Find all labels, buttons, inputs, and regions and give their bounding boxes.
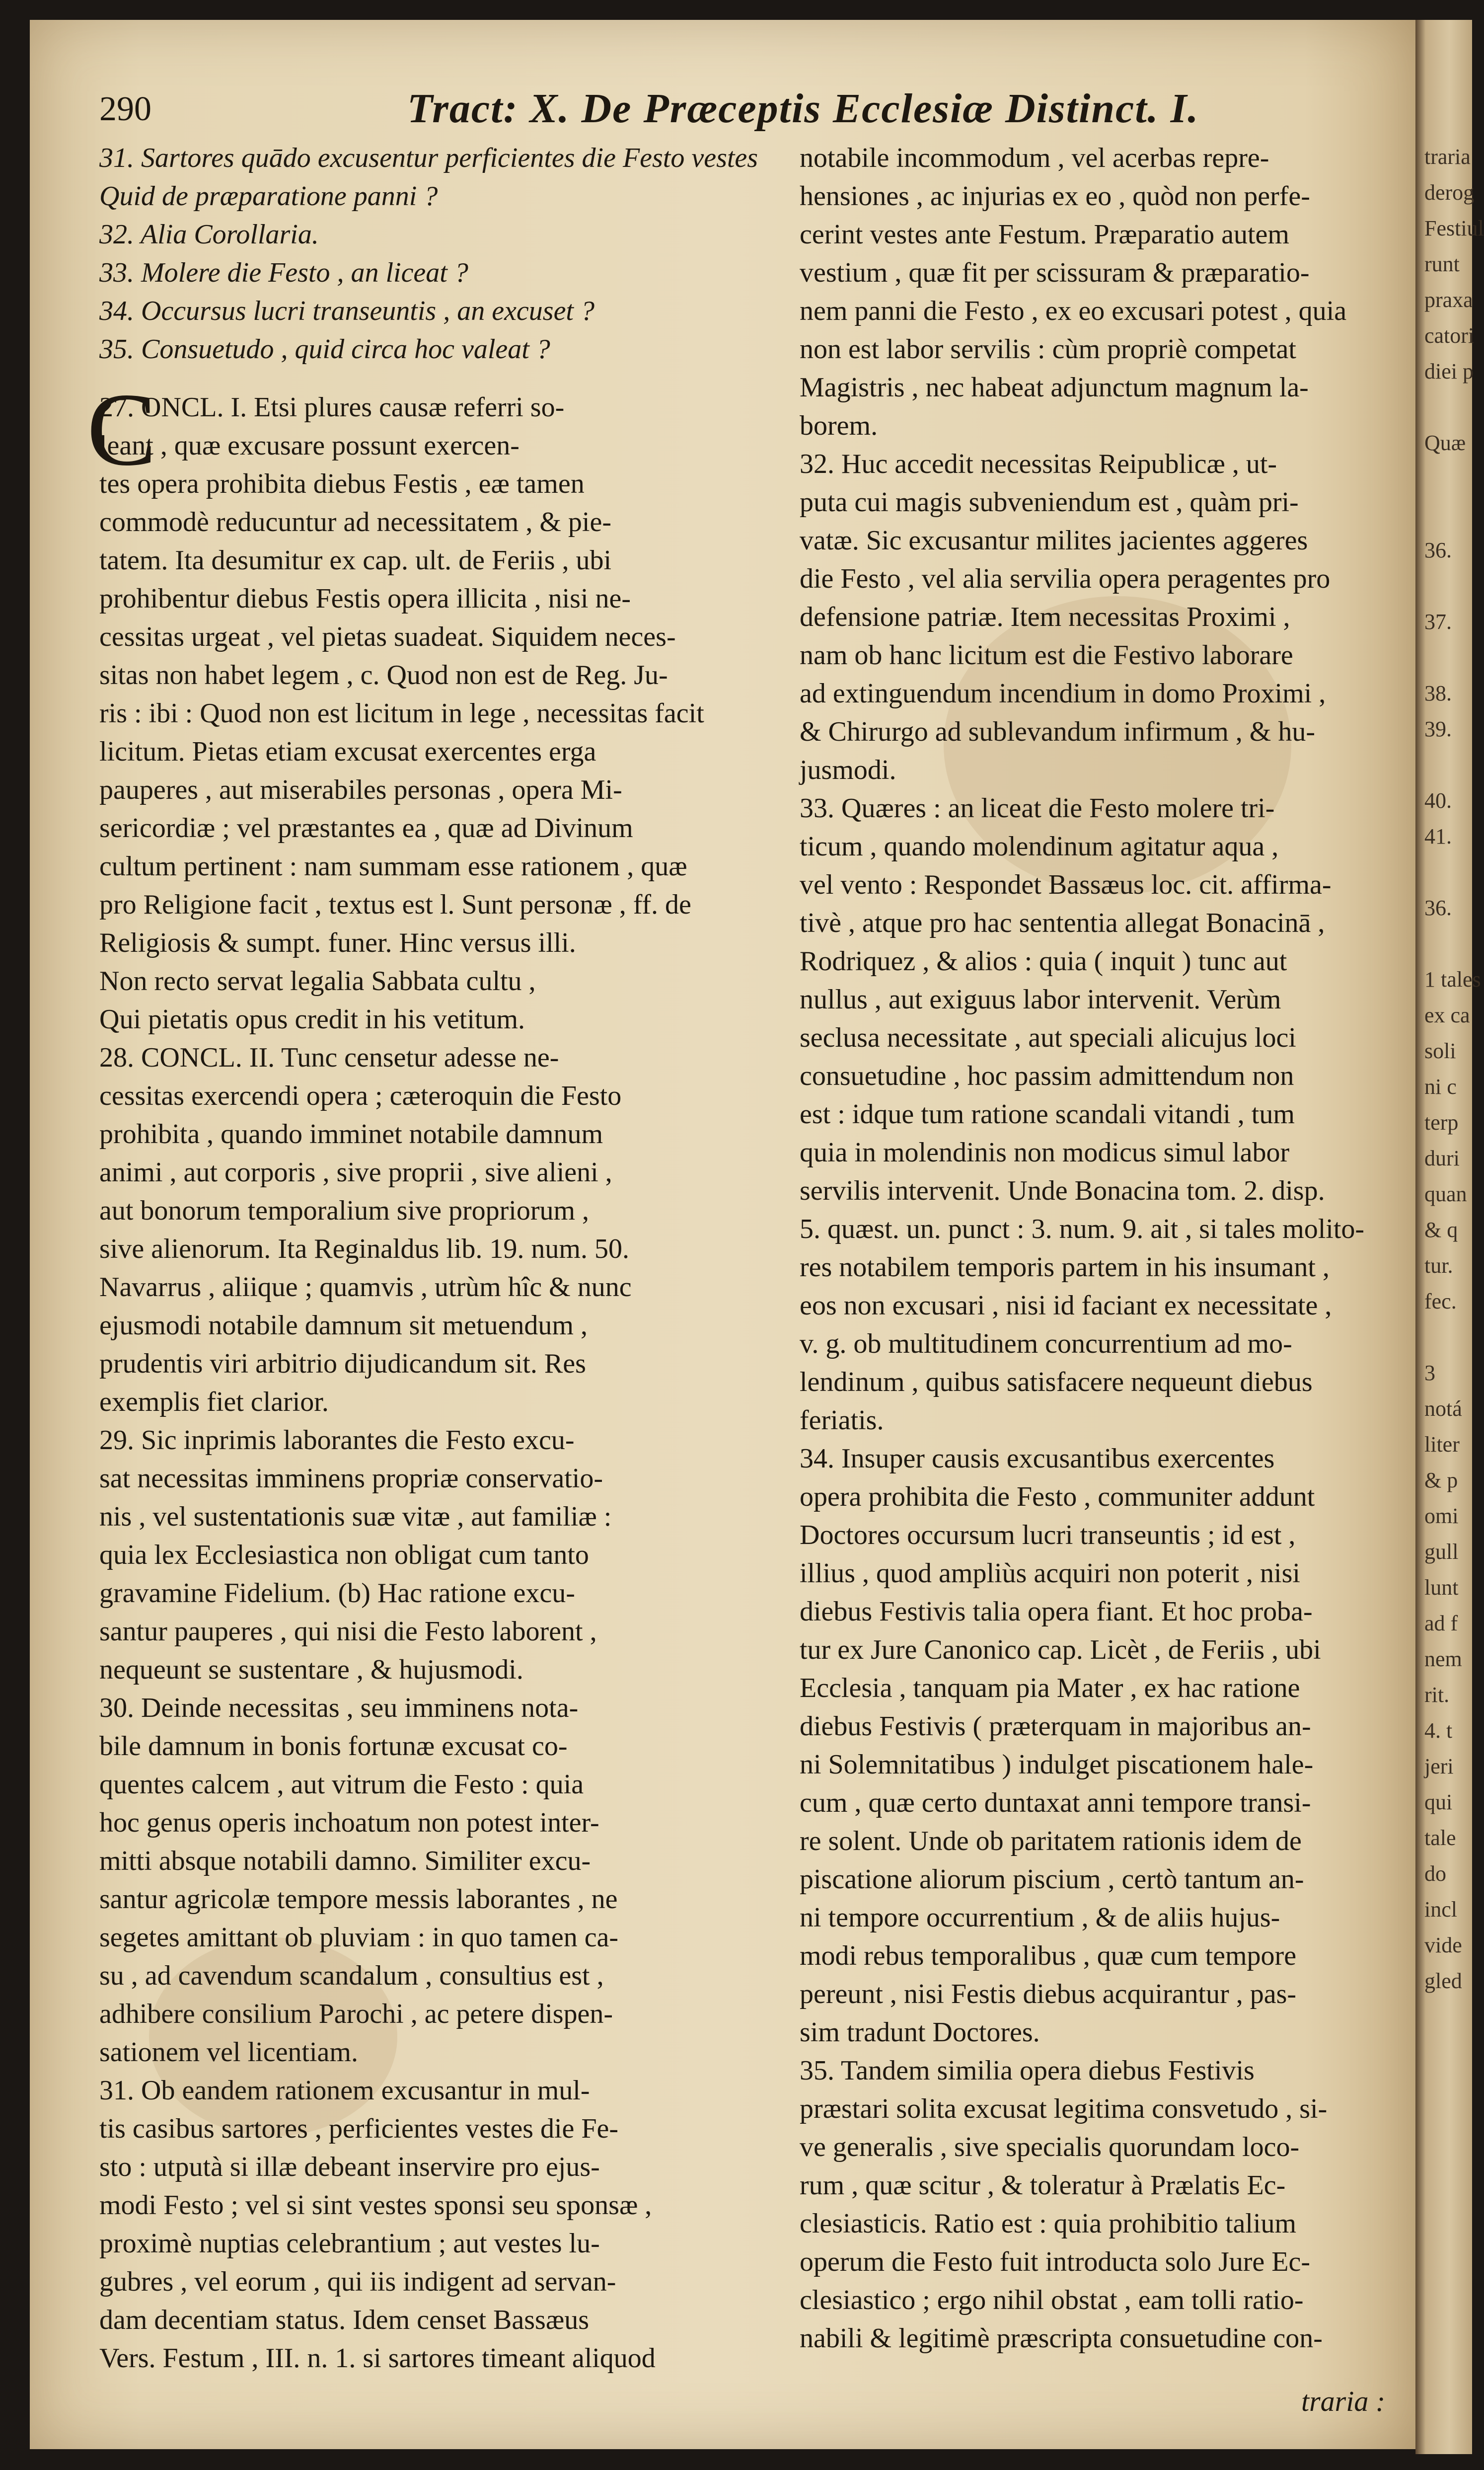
- text-line: nam ob hanc licitum est die Festivo laborare: [800, 640, 1293, 671]
- page-number: 290: [99, 90, 151, 128]
- edge-fragment: jeri: [1424, 1754, 1454, 1778]
- text-line: sive alienorum. Ita Reginaldus lib. 19. num. 50.: [99, 1234, 629, 1264]
- text-line: est : idque tum ratione scandali vitandi , tum: [800, 1099, 1295, 1130]
- text-line: rum , quæ scitur , & toleratur à Prælatis Ec-: [800, 2170, 1286, 2201]
- text-line: nequeunt se sustentare , & hujusmodi.: [99, 1654, 523, 1685]
- text-line: hensiones , ac injurias ex eo , quòd non perfe-: [800, 181, 1310, 212]
- edge-fragment: lunt: [1424, 1575, 1459, 1600]
- text-line: operum die Festo fuit introducta solo Jure Ec-: [800, 2246, 1310, 2277]
- text-line: prohibita , quando imminet notabile damnum: [99, 1119, 603, 1150]
- text-line: prudentis viri arbitrio dijudicandum sit. Res: [99, 1348, 586, 1379]
- edge-fragment: do: [1424, 1861, 1446, 1886]
- text-line: mitti absque notabili damno. Similiter excu-: [99, 1846, 591, 1876]
- summary-line: 32. Alia Corollaria.: [99, 219, 319, 250]
- edge-fragment: 38.: [1424, 681, 1452, 705]
- text-line: ris : ibi : Quod non est licitum in lege , necessitas facit: [99, 698, 704, 729]
- text-line: hoc genus operis inchoatum non potest inter-: [99, 1807, 599, 1838]
- text-line: commodè reducuntur ad necessitatem , & pie-: [99, 507, 611, 538]
- text-line: defensione patriæ. Item necessitas Proximi ,: [800, 602, 1290, 632]
- next-page-fragments: [1424, 139, 1484, 1999]
- summary-line: 35. Consuetudo , quid circa hoc valeat ?: [99, 334, 550, 365]
- edge-fragment: [1424, 461, 1470, 497]
- edge-fragment: vide: [1424, 1933, 1462, 1957]
- text-line: quia in molendinis non modicus simul labor: [800, 1137, 1290, 1168]
- text-line: aut bonorum temporalium sive propriorum ,: [99, 1195, 590, 1226]
- text-line: quentes calcem , aut vitrum die Festo : quia: [99, 1769, 584, 1800]
- text-line: sat necessitas imminens propriæ conservatio-: [99, 1463, 603, 1494]
- text-line: eos non excusari , nisi id faciant ex necessitate ,: [800, 1290, 1332, 1321]
- text-line: servilis intervenit. Unde Bonacina tom. 2. disp.: [800, 1175, 1325, 1206]
- text-line: vatæ. Sic excusantur milites jacientes aggeres: [800, 525, 1308, 556]
- text-line: bile damnum in bonis fortunæ excusat co-: [99, 1731, 568, 1762]
- edge-fragment: derog: [1424, 180, 1475, 205]
- text-line: lendinum , quibus satisfacere nequeunt diebus: [800, 1367, 1313, 1397]
- edge-fragment: [1424, 926, 1470, 962]
- text-line: pro Religione facit , textus est l. Sunt personæ , ff. de: [99, 889, 691, 920]
- text-line: tes opera prohibita diebus Festis , eæ tamen: [99, 468, 585, 499]
- edge-fragment: [1424, 747, 1470, 783]
- text-line: Qui pietatis opus credit in his vetitum.: [99, 1004, 525, 1035]
- text-line: die Festo , vel alia servilia opera peragentes pro: [800, 563, 1331, 594]
- text-line: ejusmodi notabile damnum sit metuendum ,: [99, 1310, 588, 1341]
- edge-fragment: 37.: [1424, 610, 1452, 634]
- edge-fragment: [1424, 389, 1470, 425]
- text-line: borem.: [800, 410, 878, 441]
- edge-fragment: [1424, 854, 1470, 890]
- edge-fragment: terp: [1424, 1110, 1459, 1135]
- text-line: adhibere consilium Parochi , ac petere dispen-: [99, 1999, 613, 2029]
- text-line: ad extinguendum incendium in domo Proximi ,: [800, 678, 1326, 709]
- edge-fragment: fec.: [1424, 1289, 1457, 1313]
- edge-fragment: rit.: [1424, 1683, 1450, 1707]
- text-line: jusmodi.: [800, 755, 896, 785]
- text-line: gubres , vel eorum , qui iis indigent ad servan-: [99, 2266, 616, 2297]
- chapter-summary: [99, 139, 770, 369]
- edge-fragment: 41.: [1424, 824, 1452, 849]
- text-line: cultum pertinent : nam summam esse rationem , quæ: [99, 851, 687, 882]
- text-line: consuetudine , hoc passim admittendum non: [800, 1061, 1294, 1091]
- text-line: vestium , quæ fit per scissuram & præparatio-: [800, 257, 1310, 288]
- text-line: re solent. Unde ob paritatem rationis idem de: [800, 1826, 1302, 1856]
- text-line: 30. Deinde necessitas , seu imminens nota-: [99, 1693, 579, 1723]
- text-line: 5. quæst. un. punct : 3. num. 9. ait , si tales molito-: [800, 1214, 1365, 1244]
- text-line: tur ex Jure Canonico cap. Licèt , de Feriis , ubi: [800, 1634, 1321, 1665]
- text-line: feriatis.: [800, 1405, 884, 1436]
- edge-fragment: 4. t: [1424, 1718, 1453, 1743]
- text-line: exemplis fiet clarior.: [99, 1387, 329, 1417]
- edge-fragment: tur.: [1424, 1253, 1453, 1278]
- text-line: segetes amittant ob pluviam : in quo tamen ca-: [99, 1922, 619, 1953]
- left-column: [99, 139, 770, 2378]
- text-line: Non recto servat legalia Sabbata cultu ,: [99, 966, 536, 997]
- text-line: Magistris , nec habeat adjunctum magnum la-: [800, 372, 1309, 403]
- edge-fragment: [1424, 640, 1470, 676]
- running-head: [99, 84, 1316, 139]
- text-line: & Chirurgo ad sublevandum infirmum , & hu-: [800, 716, 1315, 747]
- edge-fragment: 36.: [1424, 896, 1452, 920]
- text-line: Vers. Festum , III. n. 1. si sartores timeant aliquod: [99, 2343, 656, 2374]
- text-line: diebus Festivis ( præterquam in majoribus an-: [800, 1711, 1311, 1742]
- text-line: sericordiæ ; vel præstantes ea , quæ ad Divinum: [99, 813, 633, 844]
- text-line: cessitas exercendi opera ; cæteroquin die Festo: [99, 1081, 622, 1111]
- text-line: modi Festo ; vel si sint vestes sponsi seu sponsæ ,: [99, 2190, 652, 2221]
- text-line: quia lex Ecclesiastica non obligat cum tanto: [99, 1540, 589, 1570]
- edge-fragment: gled: [1424, 1969, 1462, 1993]
- text-line: modi rebus temporalibus , quæ cum tempore: [800, 1940, 1297, 1971]
- text-line: clesiasticis. Ratio est : quia prohibitio talium: [800, 2208, 1297, 2239]
- text-line: Doctores occursum lucri transeuntis ; id est ,: [800, 1520, 1296, 1550]
- edge-fragment: traria: [1424, 145, 1471, 169]
- edge-fragment: tale: [1424, 1826, 1456, 1850]
- edge-fragment: 1 tales: [1424, 967, 1481, 992]
- text-line: diebus Festivis talia opera fiant. Et hoc proba-: [800, 1596, 1313, 1627]
- text-line: tatem. Ita desumitur ex cap. ult. de Feriis , ubi: [99, 545, 612, 576]
- edge-fragment: 36.: [1424, 538, 1452, 562]
- left-column-text: [99, 388, 770, 2378]
- text-line: Rodriquez , & alios : quia ( inquit ) tunc aut: [800, 946, 1287, 977]
- text-line: tis casibus sartores , perficientes vestes die Fe-: [99, 2113, 619, 2144]
- text-line: puta cui magis subveniendum est , quàm pri-: [800, 487, 1299, 518]
- text-line: nullus , aut exiguus labor intervenit. Verùm: [800, 984, 1281, 1015]
- edge-fragment: 40.: [1424, 788, 1452, 813]
- text-line: 31. Ob eandem rationem excusantur in mul-: [99, 2075, 590, 2106]
- edge-fragment: [1424, 1319, 1470, 1355]
- edge-fragment: ni c: [1424, 1075, 1457, 1099]
- edge-fragment: omi: [1424, 1504, 1459, 1528]
- text-line: Ecclesia , tanquam pia Mater , ex hac ratione: [800, 1673, 1300, 1703]
- text-line: Navarrus , aliique ; quamvis , utrùm hîc & nunc: [99, 1272, 632, 1303]
- edge-fragment: qui: [1424, 1790, 1453, 1814]
- text-line: tivè , atque pro hac sententia allegat Bonacinā ,: [800, 908, 1325, 938]
- text-line: santur pauperes , qui nisi die Festo laborent ,: [99, 1616, 597, 1647]
- drop-cap: C: [87, 372, 157, 487]
- text-line: 32. Huc accedit necessitas Reipublicæ , ut-: [800, 449, 1277, 479]
- summary-line: 34. Occursus lucri transeuntis , an excuset ?: [99, 296, 594, 326]
- edge-fragment: 39.: [1424, 717, 1452, 741]
- edge-fragment: [1424, 497, 1470, 533]
- edge-fragment: diei p: [1424, 359, 1474, 384]
- summary-line: 31. Sartores quādo excusentur perficientes die Festo vestes: [99, 143, 758, 173]
- text-line: proximè nuptias celebrantium ; aut vestes lu-: [99, 2228, 600, 2259]
- text-line: ni tempore occurrentium , & de aliis hujus-: [800, 1902, 1280, 1933]
- edge-fragment: liter: [1424, 1432, 1460, 1457]
- edge-fragment: notá: [1424, 1396, 1462, 1421]
- edge-fragment: runt: [1424, 252, 1460, 276]
- text-line: nabili & legitimè præscripta consuetudine con-: [800, 2323, 1323, 2354]
- text-line: sationem vel licentiam.: [99, 2037, 358, 2068]
- summary-line: 33. Molere die Festo , an liceat ?: [99, 257, 468, 288]
- text-line: gravamine Fidelium. (b) Hac ratione excu-: [99, 1578, 575, 1609]
- summary-line: Quid de præparatione panni ?: [99, 181, 438, 212]
- edge-fragment: catori: [1424, 323, 1475, 348]
- edge-fragment: incl: [1424, 1897, 1457, 1922]
- text-line: res notabilem temporis partem in his insumant ,: [800, 1252, 1330, 1283]
- text-line: notabile incommodum , vel acerbas repre-: [800, 143, 1269, 173]
- edge-fragment: Quæ: [1424, 431, 1466, 455]
- text-line: 29. Sic inprimis laborantes die Festo excu-: [99, 1425, 575, 1456]
- edge-fragment: praxa: [1424, 288, 1473, 312]
- text-line: præstari solita excusat legitima consvetudo , si-: [800, 2093, 1328, 2124]
- edge-fragment: 3: [1424, 1361, 1435, 1385]
- text-line: pereunt , nisi Festis diebus acquirantur , pas-: [800, 1979, 1297, 2009]
- text-line: 34. Insuper causis excusantibus exercentes: [800, 1443, 1275, 1474]
- text-line: piscatione aliorum piscium , certò tantum an-: [800, 1864, 1304, 1895]
- edge-fragment: Festiul: [1424, 216, 1484, 240]
- text-line: cessitas urgeat , vel pietas suadeat. Siquidem neces-: [99, 621, 676, 652]
- text-line: 35. Tandem similia opera diebus Festivis: [800, 2055, 1255, 2086]
- text-line: nem panni die Festo , ex eo excusari potest , quia: [800, 296, 1347, 326]
- text-line: non est labor servilis : cùm propriè competat: [800, 334, 1296, 365]
- text-line: ni Solemnitatibus ) indulget piscationem hale-: [800, 1749, 1314, 1780]
- text-line: sitas non habet legem , c. Quod non est de Reg. Ju-: [99, 660, 668, 691]
- text-line: su , ad cavendum scandalum , consultius est ,: [99, 1960, 604, 1991]
- edge-fragment: & p: [1424, 1468, 1458, 1492]
- text-line: sto : utputà si illæ debeant inservire pro ejus-: [99, 2152, 600, 2182]
- running-title: Tract: X. De Præceptis Ecclesiæ Distinct. I.: [407, 85, 1199, 132]
- text-line: licitum. Pietas etiam excusat exercentes erga: [99, 736, 596, 767]
- text-line: seclusa necessitate , aut speciali alicujus loci: [800, 1022, 1296, 1053]
- text-line: 33. Quæres : an liceat die Festo molere tri-: [800, 793, 1275, 824]
- edge-fragment: ex ca: [1424, 1003, 1470, 1027]
- text-line: leant , quæ excusare possunt exercen-: [99, 430, 519, 461]
- text-line: dam decentiam status. Idem censet Bassæus: [99, 2305, 589, 2335]
- text-line: santur agricolæ tempore messis laborantes , ne: [99, 1884, 618, 1915]
- edge-fragment: quan: [1424, 1182, 1467, 1206]
- edge-fragment: duri: [1424, 1146, 1460, 1170]
- edge-fragment: nem: [1424, 1647, 1462, 1671]
- text-line: clesiastico ; ergo nihil obstat , eam tolli ratio-: [800, 2285, 1304, 2316]
- text-line: illius , quod ampliùs acquiri non poterit , nisi: [800, 1558, 1300, 1589]
- text-line: opera prohibita die Festo , communiter addunt: [800, 1481, 1315, 1512]
- text-line: 27. ONCL. I. Etsi plures causæ referri so-: [99, 392, 565, 423]
- catchword: traria :: [1301, 2385, 1386, 2417]
- edge-fragment: ad f: [1424, 1611, 1458, 1635]
- text-line: prohibentur diebus Festis opera illicita , nisi ne-: [99, 583, 631, 614]
- text-line: cerint vestes ante Festum. Præparatio autem: [800, 219, 1289, 250]
- text-line: cum , quæ certo duntaxat anni tempore transi-: [800, 1787, 1311, 1818]
- text-line: Religiosis & sumpt. funer. Hinc versus illi.: [99, 927, 576, 958]
- text-line: pauperes , aut miserabiles personas , opera Mi-: [99, 774, 622, 805]
- text-line: sim tradunt Doctores.: [800, 2017, 1040, 2048]
- text-line: v. g. ob multitudinem concurrentium ad mo-: [800, 1328, 1292, 1359]
- text-line: ve generalis , sive specialis quorundam loco-: [800, 2132, 1300, 2162]
- right-column-text: [800, 139, 1420, 2358]
- text-line: 28. CONCL. II. Tunc censetur adesse ne-: [99, 1042, 559, 1073]
- text-line: nis , vel sustentationis suæ vitæ , aut familiæ :: [99, 1501, 612, 1532]
- edge-fragment: gull: [1424, 1540, 1459, 1564]
- right-column: [800, 139, 1420, 2358]
- edge-fragment: soli: [1424, 1039, 1456, 1063]
- text-line: animi , aut corporis , sive proprii , sive alieni ,: [99, 1157, 612, 1188]
- text-line: ticum , quando molendinum agitatur aqua ,: [800, 831, 1279, 862]
- edge-fragment: [1424, 568, 1470, 604]
- edge-fragment: & q: [1424, 1218, 1458, 1242]
- text-line: vel vento : Respondet Bassæus loc. cit. affirma-: [800, 869, 1332, 900]
